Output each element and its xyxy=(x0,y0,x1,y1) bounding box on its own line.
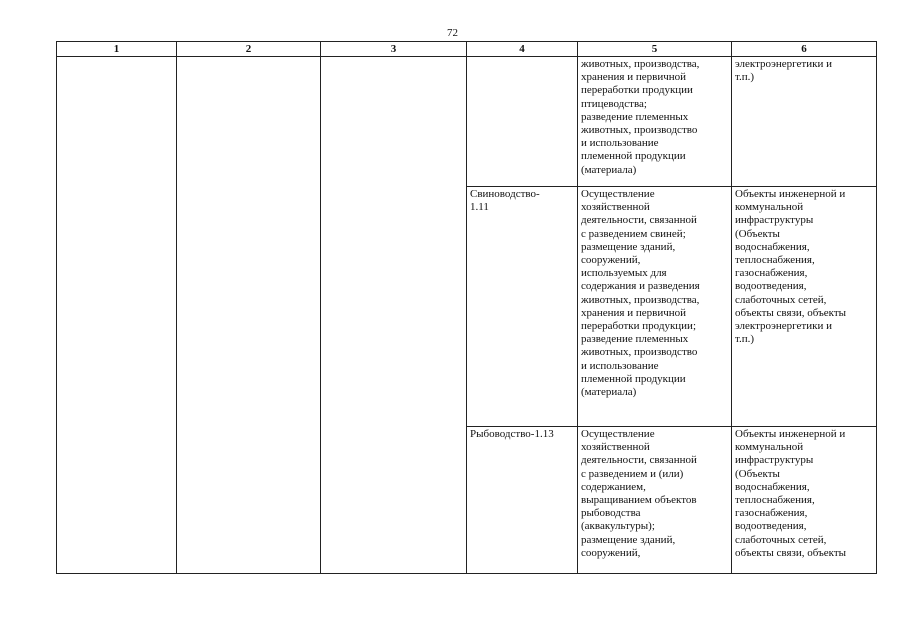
table-cell-col4: Свиноводство- 1.11 xyxy=(467,187,578,427)
table-cell-col5: Осуществление хозяйственной деятельности, связанной с разведением и (или) содержанием, выращиванием объектов рыбоводства (аквакультуры); размещение зданий, сооружений, xyxy=(578,427,732,574)
column-header: 2 xyxy=(177,42,321,57)
table-cell-col3 xyxy=(321,57,467,574)
table-cell-col5: Осуществление хозяйственной деятельности, связанной с разведением свиней; размещение зданий, сооружений, используемых для содержания и разведения животных, производства, хранения и первичной переработки продукции; разведение племенных животных, производство и использование племенной продукции (материала) xyxy=(578,187,732,427)
table-cell-col4 xyxy=(467,57,578,187)
table-cell-col6: Объекты инженерной и коммунальной инфраструктуры (Объекты водоснабжения, теплоснабжения, газоснабжения, водоотведения, слаботочных сетей, объекты связи, объекты электроэнергетики и т.п.) xyxy=(732,187,877,427)
table-header-row xyxy=(57,42,877,57)
column-header: 3 xyxy=(321,42,467,57)
table-cell-col6: Объекты инженерной и коммунальной инфраструктуры (Объекты водоснабжения, теплоснабжения, газоснабжения, водоотведения, слаботочных сетей, объекты связи, объекты xyxy=(732,427,877,574)
table-row xyxy=(57,57,877,187)
table-cell-col5: животных, производства, хранения и первичной переработки продукции птицеводства; разведение племенных животных, производство и использование племенной продукции (материала) xyxy=(578,57,732,187)
document-table xyxy=(56,41,877,574)
page-number: 72 xyxy=(447,27,458,39)
table-cell-col6: электроэнергетики и т.п.) xyxy=(732,57,877,187)
column-header: 4 xyxy=(467,42,578,57)
column-header: 1 xyxy=(57,42,177,57)
table-cell-col4: Рыбоводство-1.13 xyxy=(467,427,578,574)
column-header: 5 xyxy=(578,42,732,57)
table-cell-col1 xyxy=(57,57,177,574)
column-header: 6 xyxy=(732,42,877,57)
table-cell-col2 xyxy=(177,57,321,574)
